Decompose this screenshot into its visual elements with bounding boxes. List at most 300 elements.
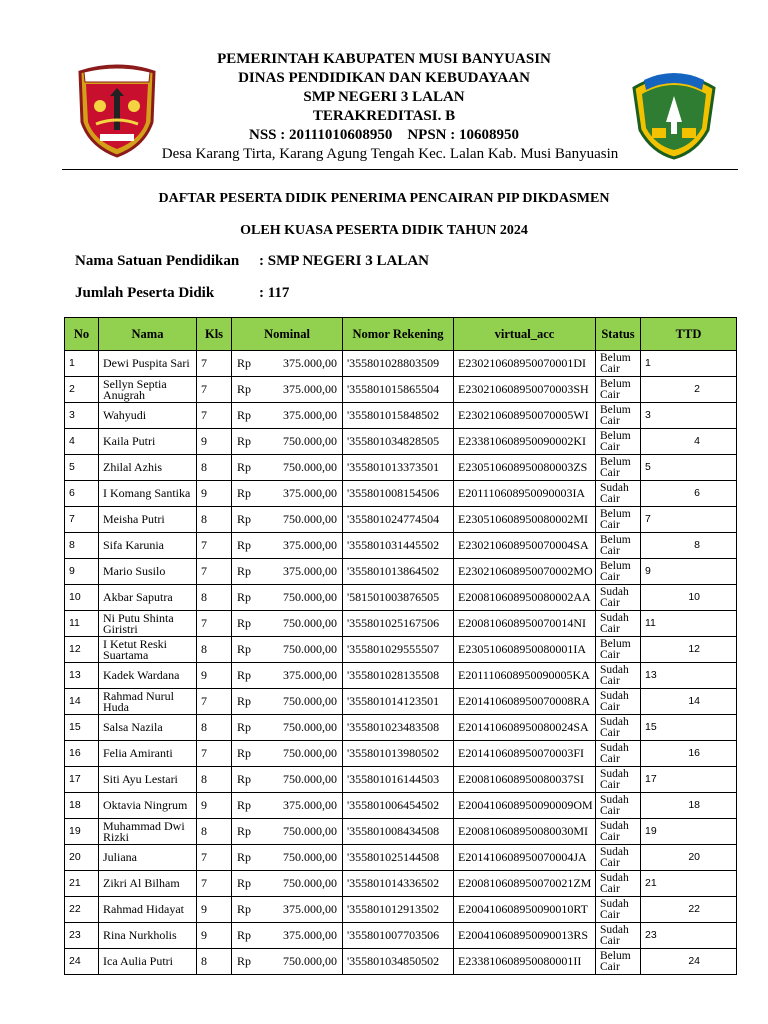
status-word: Sudah [600, 663, 629, 676]
cell-currency: Rp [237, 720, 252, 734]
cell-amount: 750.000,00 [283, 824, 337, 838]
column-header-status: Status [596, 318, 641, 351]
cell-virtual-acc: E230210608950070004SA [454, 533, 596, 559]
table-row [65, 949, 737, 975]
cell-ttd: 24 [641, 949, 737, 975]
status-word: Sudah [600, 741, 629, 754]
status-word: Sudah [600, 871, 629, 884]
cell-ttd: 15 [641, 715, 737, 741]
cell-no: 9 [65, 559, 99, 585]
cell-kls: 8 [197, 637, 232, 663]
cell-status [596, 923, 641, 949]
table-row [65, 663, 737, 689]
recipient-table [64, 317, 737, 975]
cell-status [596, 507, 641, 533]
cell-currency: Rp [237, 876, 252, 890]
cell-currency: Rp [237, 668, 252, 682]
cell-virtual-acc: E200810608950080037SI [454, 767, 596, 793]
table-header-row [65, 318, 737, 351]
status-word: Sudah [600, 611, 629, 624]
info-satuan-value: : SMP NEGERI 3 LALAN [259, 253, 430, 269]
cell-nominal [232, 663, 343, 689]
cell-nominal [232, 351, 343, 377]
cell-nama: Sifa Karunia [99, 533, 197, 559]
cell-currency: Rp [237, 460, 252, 474]
cell-nomor-rekening: '581501003876505 [343, 585, 454, 611]
cell-no: 6 [65, 481, 99, 507]
cell-status [596, 767, 641, 793]
status-word: Belum [600, 351, 631, 364]
cell-virtual-acc: E230510608950080002MI [454, 507, 596, 533]
cell-nominal [232, 403, 343, 429]
header-line-accreditation: TERAKREDITASI. B [312, 108, 456, 124]
table-row [65, 767, 737, 793]
cell-currency: Rp [237, 538, 252, 552]
status-cair: Cair [600, 492, 620, 505]
cell-amount: 375.000,00 [283, 798, 337, 812]
table-row [65, 403, 737, 429]
cell-kls: 9 [197, 923, 232, 949]
status-word: Sudah [600, 897, 629, 910]
cell-status [596, 533, 641, 559]
cell-nama: Juliana [99, 845, 197, 871]
cell-nama: Akbar Saputra [99, 585, 197, 611]
cell-no: 12 [65, 637, 99, 663]
cell-amount: 375.000,00 [283, 928, 337, 942]
cell-kls: 8 [197, 819, 232, 845]
cell-currency: Rp [237, 772, 252, 786]
cell-no: 18 [65, 793, 99, 819]
cell-nama: Rina Nurkholis [99, 923, 197, 949]
letterhead [0, 0, 768, 170]
cell-currency: Rp [237, 590, 252, 604]
cell-virtual-acc: E200410608950090013RS [454, 923, 596, 949]
header-line-government: PEMERINTAH KABUPATEN MUSI BANYUASIN [217, 51, 551, 67]
cell-currency: Rp [237, 486, 252, 500]
status-cair: Cair [600, 700, 620, 713]
cell-kls: 8 [197, 455, 232, 481]
cell-nominal [232, 481, 343, 507]
cell-status [596, 715, 641, 741]
status-cair: Cair [600, 752, 620, 765]
header-line-school: SMP NEGERI 3 LALAN [303, 89, 465, 105]
cell-ttd: 13 [641, 663, 737, 689]
cell-amount: 750.000,00 [283, 954, 337, 968]
cell-status [596, 611, 641, 637]
cell-nominal [232, 689, 343, 715]
table-row [65, 871, 737, 897]
info-jumlah-label: Jumlah Peserta Didik [75, 285, 215, 301]
cell-no: 11 [65, 611, 99, 637]
cell-nominal [232, 507, 343, 533]
cell-ttd: 20 [641, 845, 737, 871]
info-satuan-label: Nama Satuan Pendidikan [75, 253, 240, 269]
header-address: Desa Karang Tirta, Karang Agung Tengah Kec. Lalan Kab. Musi Banyuasin [161, 146, 619, 162]
cell-currency: Rp [237, 746, 252, 760]
cell-kls: 8 [197, 949, 232, 975]
cell-ttd: 16 [641, 741, 737, 767]
cell-ttd: 5 [641, 455, 737, 481]
cell-currency: Rp [237, 356, 252, 370]
cell-nominal [232, 871, 343, 897]
cell-nominal [232, 819, 343, 845]
cell-nama: Muhammad Dwi Rizki [99, 819, 197, 845]
cell-nominal [232, 949, 343, 975]
cell-amount: 750.000,00 [283, 434, 337, 448]
cell-kls: 8 [197, 715, 232, 741]
cell-currency: Rp [237, 564, 252, 578]
status-cair: Cair [600, 544, 620, 557]
cell-nomor-rekening: '355801013980502 [343, 741, 454, 767]
cell-nomor-rekening: '355801015848502 [343, 403, 454, 429]
cell-nama: Felia Amiranti [99, 741, 197, 767]
cell-nominal [232, 377, 343, 403]
cell-ttd: 8 [641, 533, 737, 559]
cell-kls: 7 [197, 611, 232, 637]
status-word: Sudah [600, 689, 629, 702]
cell-status [596, 481, 641, 507]
document-title: DAFTAR PESERTA DIDIK PENERIMA PENCAIRAN PIP DIKDASMEN [158, 191, 610, 206]
cell-nama: Rahmad Nurul Huda [99, 689, 197, 715]
cell-status [596, 429, 641, 455]
status-word: Sudah [600, 845, 629, 858]
cell-virtual-acc: E230210608950070003SH [454, 377, 596, 403]
cell-status [596, 689, 641, 715]
status-cair: Cair [600, 908, 620, 921]
cell-currency: Rp [237, 408, 252, 422]
cell-currency: Rp [237, 616, 252, 630]
column-header-nominal: Nominal [232, 318, 343, 351]
status-word: Sudah [600, 585, 629, 598]
status-word: Belum [600, 637, 631, 650]
cell-amount: 750.000,00 [283, 876, 337, 890]
cell-amount: 750.000,00 [283, 694, 337, 708]
column-header-virtual-acc: virtual_acc [454, 318, 596, 351]
table-row [65, 377, 737, 403]
cell-nomor-rekening: '355801031445502 [343, 533, 454, 559]
cell-amount: 375.000,00 [283, 356, 337, 370]
cell-no: 10 [65, 585, 99, 611]
cell-ttd: 7 [641, 507, 737, 533]
status-word: Sudah [600, 793, 629, 806]
cell-nama: Ni Putu Shinta Giristri [99, 611, 197, 637]
cell-ttd: 23 [641, 923, 737, 949]
status-cair: Cair [600, 362, 620, 375]
cell-kls: 7 [197, 351, 232, 377]
status-word: Belum [600, 559, 631, 572]
cell-ttd: 11 [641, 611, 737, 637]
status-cair: Cair [600, 466, 620, 479]
cell-amount: 750.000,00 [283, 460, 337, 474]
status-cair: Cair [600, 726, 620, 739]
cell-virtual-acc: E201110608950090005KA [454, 663, 596, 689]
cell-status [596, 351, 641, 377]
cell-nominal [232, 923, 343, 949]
cell-no: 5 [65, 455, 99, 481]
cell-kls: 7 [197, 559, 232, 585]
cell-no: 13 [65, 663, 99, 689]
cell-no: 4 [65, 429, 99, 455]
cell-virtual-acc: E233810608950080001II [454, 949, 596, 975]
status-cair: Cair [600, 518, 620, 531]
cell-nominal [232, 715, 343, 741]
cell-nama: Rahmad Hidayat [99, 897, 197, 923]
cell-nama: Zikri Al Bilham [99, 871, 197, 897]
cell-status [596, 897, 641, 923]
cell-virtual-acc: E201410608950070003FI [454, 741, 596, 767]
cell-virtual-acc: E230510608950080003ZS [454, 455, 596, 481]
status-word: Sudah [600, 767, 629, 780]
cell-nama: Salsa Nazila [99, 715, 197, 741]
status-cair: Cair [600, 440, 620, 453]
cell-kls: 7 [197, 533, 232, 559]
status-cair: Cair [600, 830, 620, 843]
cell-currency: Rp [237, 928, 252, 942]
cell-virtual-acc: E200410608950090010RT [454, 897, 596, 923]
cell-status [596, 871, 641, 897]
cell-kls: 7 [197, 741, 232, 767]
cell-virtual-acc: E230210608950070002MO [454, 559, 596, 585]
status-word: Sudah [600, 715, 629, 728]
cell-nomor-rekening: '355801034850502 [343, 949, 454, 975]
cell-amount: 750.000,00 [283, 642, 337, 656]
cell-kls: 9 [197, 897, 232, 923]
cell-ttd: 14 [641, 689, 737, 715]
cell-nomor-rekening: '355801028135508 [343, 663, 454, 689]
cell-nomor-rekening: '355801006454502 [343, 793, 454, 819]
cell-virtual-acc: E201110608950090003IA [454, 481, 596, 507]
cell-kls: 9 [197, 793, 232, 819]
cell-amount: 375.000,00 [283, 382, 337, 396]
cell-amount: 375.000,00 [283, 564, 337, 578]
cell-currency: Rp [237, 902, 252, 916]
cell-kls: 7 [197, 871, 232, 897]
status-cair: Cair [600, 388, 620, 401]
cell-nama: Siti Ayu Lestari [99, 767, 197, 793]
status-word: Sudah [600, 481, 629, 494]
cell-virtual-acc: E233810608950090002KI [454, 429, 596, 455]
status-cair: Cair [600, 934, 620, 947]
column-header-ttd: TTD [641, 318, 737, 351]
cell-nomor-rekening: '355801024774504 [343, 507, 454, 533]
status-word: Belum [600, 377, 631, 390]
cell-kls: 8 [197, 767, 232, 793]
cell-amount: 750.000,00 [283, 512, 337, 526]
cell-amount: 750.000,00 [283, 850, 337, 864]
cell-kls: 9 [197, 663, 232, 689]
column-header-no: No [65, 318, 99, 351]
cell-nama: Sellyn Septia Anugrah [99, 377, 197, 403]
cell-virtual-acc: E230210608950070001DI [454, 351, 596, 377]
table-row [65, 819, 737, 845]
column-header-kls: Kls [197, 318, 232, 351]
table-row [65, 793, 737, 819]
cell-status [596, 663, 641, 689]
cell-ttd: 9 [641, 559, 737, 585]
table-row [65, 507, 737, 533]
status-word: Belum [600, 507, 631, 520]
cell-kls: 8 [197, 585, 232, 611]
cell-nominal [232, 429, 343, 455]
cell-nama: Zhilal Azhis [99, 455, 197, 481]
status-cair: Cair [600, 674, 620, 687]
cell-kls: 8 [197, 507, 232, 533]
cell-no: 16 [65, 741, 99, 767]
cell-amount: 750.000,00 [283, 616, 337, 630]
status-cair: Cair [600, 414, 620, 427]
cell-nominal [232, 455, 343, 481]
cell-no: 23 [65, 923, 99, 949]
status-word: Sudah [600, 819, 629, 832]
cell-no: 14 [65, 689, 99, 715]
status-word: Belum [600, 533, 631, 546]
cell-status [596, 793, 641, 819]
cell-status [596, 637, 641, 663]
cell-nomor-rekening: '355801008434508 [343, 819, 454, 845]
cell-nominal [232, 741, 343, 767]
cell-status [596, 403, 641, 429]
table-row [65, 637, 737, 663]
cell-virtual-acc: E200810608950070014NI [454, 611, 596, 637]
cell-status [596, 949, 641, 975]
cell-amount: 375.000,00 [283, 486, 337, 500]
cell-virtual-acc: E230210608950070005WI [454, 403, 596, 429]
cell-nomor-rekening: '355801016144503 [343, 767, 454, 793]
cell-virtual-acc: E201410608950070008RA [454, 689, 596, 715]
cell-status [596, 845, 641, 871]
cell-ttd: 17 [641, 767, 737, 793]
table-row [65, 689, 737, 715]
table-row [65, 845, 737, 871]
status-cair: Cair [600, 960, 620, 973]
info-jumlah-peserta [75, 285, 289, 302]
info-satuan-pendidikan [75, 253, 429, 270]
cell-nomor-rekening: '355801008154506 [343, 481, 454, 507]
header-divider [62, 169, 738, 170]
cell-amount: 750.000,00 [283, 772, 337, 786]
cell-kls: 7 [197, 377, 232, 403]
cell-ttd: 21 [641, 871, 737, 897]
table-row [65, 455, 737, 481]
cell-no: 19 [65, 819, 99, 845]
cell-kls: 9 [197, 481, 232, 507]
cell-nomor-rekening: '355801012913502 [343, 897, 454, 923]
cell-kls: 7 [197, 689, 232, 715]
cell-status [596, 559, 641, 585]
column-header-nama: Nama [99, 318, 197, 351]
cell-ttd: 4 [641, 429, 737, 455]
cell-nama: Meisha Putri [99, 507, 197, 533]
status-word: Belum [600, 403, 631, 416]
cell-no: 22 [65, 897, 99, 923]
cell-nomor-rekening: '355801025167506 [343, 611, 454, 637]
cell-amount: 750.000,00 [283, 590, 337, 604]
status-cair: Cair [600, 856, 620, 869]
cell-amount: 375.000,00 [283, 902, 337, 916]
cell-nomor-rekening: '355801013864502 [343, 559, 454, 585]
cell-no: 2 [65, 377, 99, 403]
cell-nominal [232, 845, 343, 871]
cell-nomor-rekening: '355801015865504 [343, 377, 454, 403]
cell-ttd: 6 [641, 481, 737, 507]
cell-amount: 375.000,00 [283, 538, 337, 552]
table-row [65, 897, 737, 923]
cell-currency: Rp [237, 824, 252, 838]
cell-virtual-acc: E201410608950080024SA [454, 715, 596, 741]
cell-nominal [232, 793, 343, 819]
cell-nominal [232, 897, 343, 923]
status-cair: Cair [600, 882, 620, 895]
cell-virtual-acc: E200810608950080030MI [454, 819, 596, 845]
status-word: Belum [600, 455, 631, 468]
cell-nomor-rekening: '355801034828505 [343, 429, 454, 455]
status-cair: Cair [600, 622, 620, 635]
table-row [65, 533, 737, 559]
cell-ttd: 1 [641, 351, 737, 377]
cell-amount: 375.000,00 [283, 408, 337, 422]
header-line-department: DINAS PENDIDIKAN DAN KEBUDAYAAN [238, 70, 530, 86]
status-cair: Cair [600, 804, 620, 817]
header-line-nss-npsn: NSS : 20111010608950 NPSN : 10608950 [248, 127, 520, 143]
status-cair: Cair [600, 778, 620, 791]
table-row [65, 741, 737, 767]
cell-nama: Dewi Puspita Sari [99, 351, 197, 377]
cell-no: 24 [65, 949, 99, 975]
cell-nama: I Komang Santika [99, 481, 197, 507]
cell-nomor-rekening: '355801029555507 [343, 637, 454, 663]
cell-nama: Wahyudi [99, 403, 197, 429]
cell-nomor-rekening: '355801014123501 [343, 689, 454, 715]
cell-status [596, 377, 641, 403]
column-header-nomor-rekening: Nomor Rekening [343, 318, 454, 351]
cell-ttd: 22 [641, 897, 737, 923]
cell-currency: Rp [237, 512, 252, 526]
cell-no: 3 [65, 403, 99, 429]
cell-ttd: 12 [641, 637, 737, 663]
cell-nominal [232, 559, 343, 585]
cell-nama: Mario Susilo [99, 559, 197, 585]
status-cair: Cair [600, 596, 620, 609]
cell-status [596, 741, 641, 767]
cell-no: 20 [65, 845, 99, 871]
cell-status [596, 585, 641, 611]
cell-nama: Oktavia Ningrum [99, 793, 197, 819]
cell-virtual-acc: E201410608950070004JA [454, 845, 596, 871]
cell-ttd: 18 [641, 793, 737, 819]
cell-nominal [232, 767, 343, 793]
status-cair: Cair [600, 570, 620, 583]
cell-nama: Kadek Wardana [99, 663, 197, 689]
table-row [65, 715, 737, 741]
cell-nominal [232, 533, 343, 559]
cell-no: 21 [65, 871, 99, 897]
status-cair: Cair [600, 648, 620, 661]
table-row [65, 559, 737, 585]
table-row [65, 923, 737, 949]
cell-virtual-acc: E230510608950080001IA [454, 637, 596, 663]
cell-currency: Rp [237, 382, 252, 396]
table-row [65, 429, 737, 455]
table-row [65, 585, 737, 611]
cell-no: 8 [65, 533, 99, 559]
cell-currency: Rp [237, 694, 252, 708]
cell-nama: Ica Aulia Putri [99, 949, 197, 975]
cell-virtual-acc: E200810608950080002AA [454, 585, 596, 611]
cell-kls: 7 [197, 845, 232, 871]
cell-currency: Rp [237, 850, 252, 864]
cell-nominal [232, 637, 343, 663]
cell-virtual-acc: E200410608950090009OM [454, 793, 596, 819]
